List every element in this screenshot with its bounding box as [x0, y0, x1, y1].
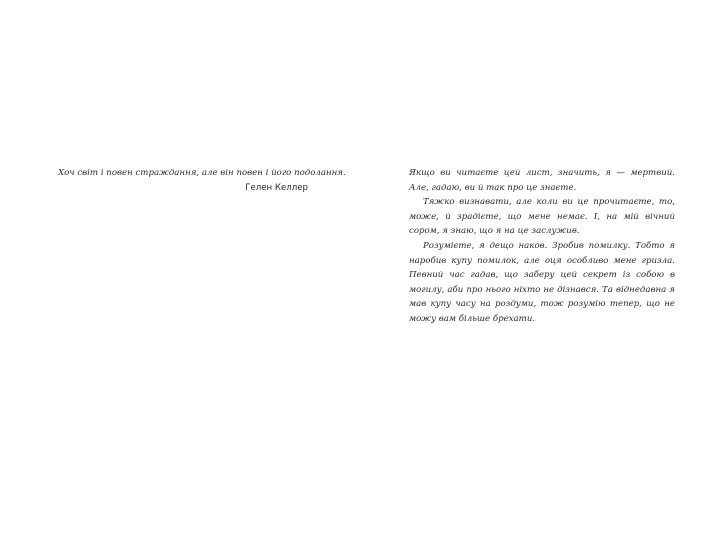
letter-paragraph: Тяжко визнавати, але коли ви це прочитаєте, то, може, й зрадієте, що мене немає. І, на мій вічний сором, я знаю, що я на це заслужив.	[409, 197, 675, 237]
letter-paragraph: Розумієте, я дещо наков. Зробив помилку. Тобто я наробив купу помилок, але оця особливо мене гризла. Певний час гадав, що заберу цей секрет із собою в могилу, аби про нього ніхто не дізнався. Та віднедавна я мав купу часу на роздуми, тож розумію тепер, що не можу вам більше брехати.	[409, 240, 675, 324]
letter-text	[409, 166, 675, 327]
epigraph-quote: Хоч світ і повен страждання, але він повен і його подолання.	[58, 168, 346, 178]
epigraph	[58, 166, 346, 193]
letter-paragraph: Якщо ви читаєте цей лист, значить, я — мертвий. Але, гадаю, ви й так про це знаєте.	[409, 168, 675, 193]
right-page	[360, 0, 720, 540]
epigraph-author: Гелен Келлер	[245, 183, 308, 193]
